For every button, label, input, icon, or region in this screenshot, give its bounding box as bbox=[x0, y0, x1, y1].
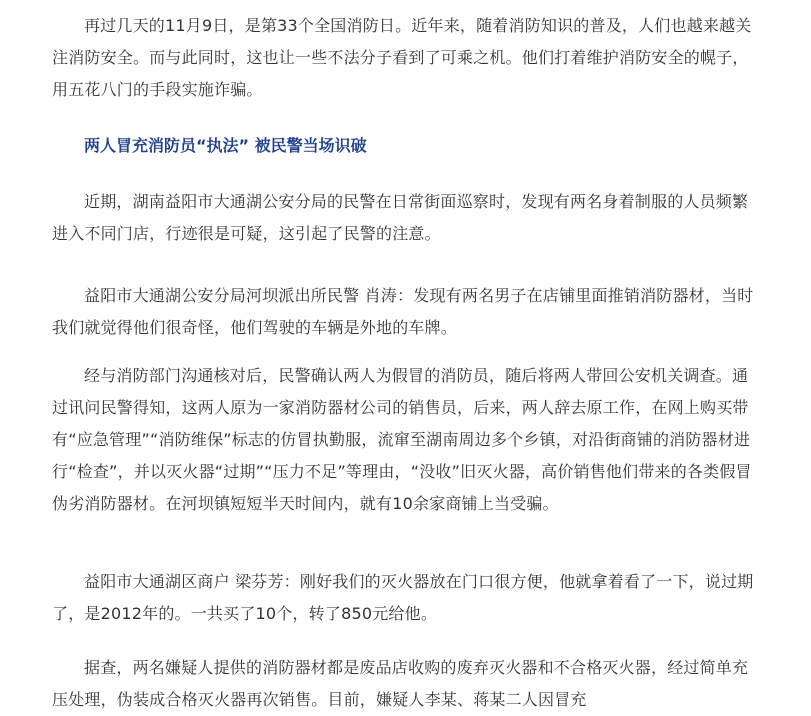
paragraph-patrol: 近期，湖南益阳市大通湖公安分局的民警在日常街面巡察时，发现有两名身着制服的人员频繁进入不同门店，行迹很是可疑，这引起了民警的注意。 bbox=[52, 192, 749, 243]
paragraph-findings: 据查，两名嫌疑人提供的消防器材都是废品店收购的废弃灭火器和不合格灭火器，经过简单充压处理，伪装成合格灭火器再次销售。目前，嫌疑人李某、蒋某二人因冒充 bbox=[52, 658, 749, 709]
paragraph-intro: 再过几天的11月9日，是第33个全国消防日。近年来，随着消防知识的普及，人们也越来越关注消防安全。而与此同时，这也让一些不法分子看到了可乘之机。他们打着维护消防安全的幌子，用五花八门的手段实施诈骗。 bbox=[52, 16, 752, 99]
paragraph-officer-quote: 益阳市大通湖公安分局河坝派出所民警 肖涛：发现有两名男子在店铺里面推销消防器材，当时我们就觉得他们很奇怪，他们驾驶的车辆是外地的车牌。 bbox=[52, 286, 754, 337]
section-heading: 两人冒充消防员“执法” 被民警当场识破 bbox=[84, 136, 367, 155]
paragraph-merchant-quote: 益阳市大通湖区商户 梁芬芳：刚好我们的灭火器放在门口很方便，他就拿着看了一下，说过期了，是2012年的。一共买了10个，转了850元给他。 bbox=[52, 572, 754, 623]
paragraph-investigation: 经与消防部门沟通核对后，民警确认两人为假冒的消防员，随后将两人带回公安机关调查。通过讯问民警得知，这两人原为一家消防器材公司的销售员，后来，两人辞去原工作，在网上购买带有“应急管理”“消防维保”标志的仿冒执勤服，流窜至湖南周边多个乡镇，对沿街商铺的消防器材进行“检查”，并以灭火器“过期”“压力不足”等理由，“没收”旧灭火器，高价销售他们带来的各类假冒伪劣消防器材。在河坝镇短短半天时间内，就有10余家商铺上当受骗。 bbox=[52, 366, 752, 513]
